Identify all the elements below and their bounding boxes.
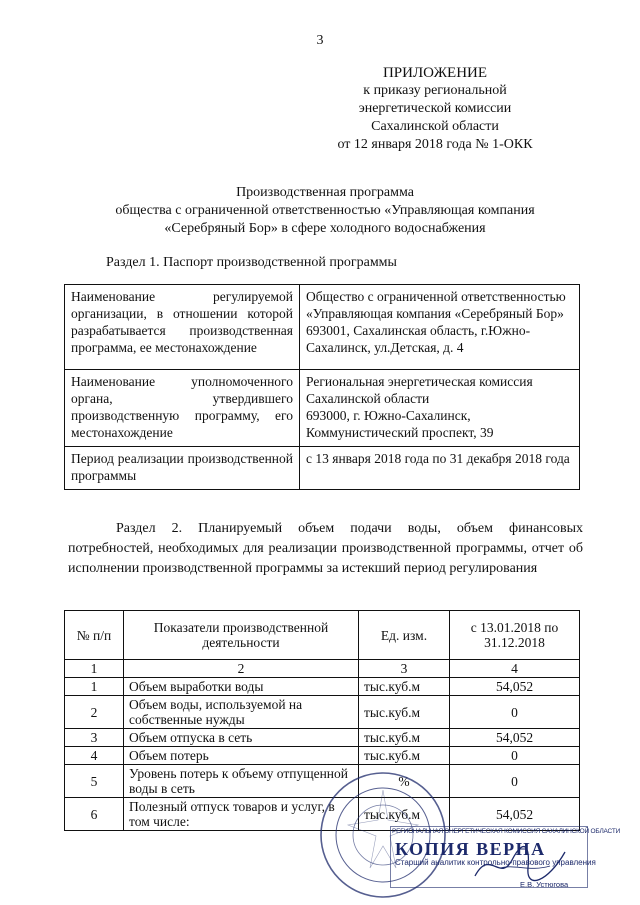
passport-label: Период реализации производственной программы [65, 447, 300, 490]
appendix-title: ПРИЛОЖЕНИЕ [382, 65, 488, 81]
section2-heading: Раздел 2. Планируемый объем подачи воды, объем финансовых потребностей, необходимых для реализации производственной программы, отчет об исполнении производственной программы за истекший период регулирования [68, 521, 583, 576]
row-num: 5 [65, 765, 124, 798]
column-numbers-row [65, 660, 580, 678]
section1-heading: Раздел 1. Паспорт производственной программы [106, 255, 397, 270]
header-period: с 13.01.2018 по 31.12.2018 [450, 611, 580, 660]
passport-value [300, 447, 580, 490]
column-number: 2 [124, 660, 359, 678]
stamp-organization: РЕГИОНАЛЬНАЯ ЭНЕРГЕТИЧЕСКАЯ КОМИССИЯ САХАЛИНСКОЙ ОБЛАСТИ [392, 828, 621, 835]
table-row [65, 285, 580, 370]
row-num: 6 [65, 798, 124, 831]
row-name: Объем выработки воды [124, 678, 359, 696]
header-name: Показатели производственной деятельности [124, 611, 359, 660]
table-row [65, 447, 580, 490]
passport-value-address: 693000, г. Южно-Сахалинск, Коммунистический проспект, 39 [306, 408, 494, 440]
passport-value [300, 370, 580, 447]
header-num: № п/п [65, 611, 124, 660]
passport-value-name: Региональная энергетическая комиссия Сахалинской области [306, 374, 533, 406]
row-value: 54,052 [450, 798, 580, 831]
row-num: 2 [65, 696, 124, 729]
column-number: 4 [450, 660, 580, 678]
row-name: Уровень потерь к объему отпущенной воды в сеть [124, 765, 359, 798]
row-unit: тыс.куб.м [359, 729, 450, 747]
appendix-line-3: Сахалинской области [371, 119, 499, 134]
passport-label: Наименование регулируемой организации, в отношении которой разрабатывается производственная программа, ее местонахождение [65, 285, 300, 370]
passport-table [64, 284, 580, 490]
row-value: 0 [450, 765, 580, 798]
row-unit: тыс.куб.м [359, 747, 450, 765]
header-unit: Ед. изм. [359, 611, 450, 660]
row-value: 0 [450, 747, 580, 765]
row-value: 54,052 [450, 729, 580, 747]
appendix-line-4: от 12 января 2018 года № 1-ОКК [337, 137, 533, 152]
column-number: 1 [65, 660, 124, 678]
table-row [65, 696, 580, 729]
row-num: 4 [65, 747, 124, 765]
passport-value-name: Общество с ограниченной ответственностью «Управляющая компания «Серебряный Бор» [306, 289, 566, 321]
stamp-name: Е.В. Устюгова [520, 880, 569, 889]
row-unit: тыс.куб.м [359, 696, 450, 729]
row-unit: % [359, 765, 450, 798]
row-name: Объем воды, используемой на собственные нужды [124, 696, 359, 729]
table-row [65, 370, 580, 447]
program-title-line-1: Производственная программа [236, 185, 414, 200]
appendix-line-2: энергетической комиссии [358, 101, 512, 116]
passport-label: Наименование уполномоченного органа, утвердившего производственную программу, его местонахождение [65, 370, 300, 447]
page-number: 3 [316, 33, 324, 48]
column-number: 3 [359, 660, 450, 678]
row-value: 54,052 [450, 678, 580, 696]
stamp-position: Старший аналитик контрольно-правового управления [395, 858, 596, 867]
passport-value-period: с 13 января 2018 года по 31 декабря 2018 года [306, 451, 570, 466]
row-value: 0 [450, 696, 580, 729]
stamp-copy-mark: КОПИЯ ВЕРНА [395, 839, 546, 859]
table-header-row [65, 611, 580, 660]
row-num: 1 [65, 678, 124, 696]
table-row [65, 747, 580, 765]
row-num: 3 [65, 729, 124, 747]
row-name: Объем потерь [124, 747, 359, 765]
passport-value [300, 285, 580, 370]
signature [470, 838, 570, 888]
row-name: Полезный отпуск товаров и услуг, в том числе: [124, 798, 359, 831]
row-unit: тыс.куб.м [359, 678, 450, 696]
table-row [65, 678, 580, 696]
passport-value-address: 693001, Сахалинская область, г.Южно-Сахалинск, ул.Детская, д. 4 [306, 323, 531, 355]
table-row [65, 729, 580, 747]
row-name: Объем отпуска в сеть [124, 729, 359, 747]
row-unit: тыс.куб.м [359, 798, 450, 831]
program-title-line-2: общества с ограниченной ответственностью «Управляющая компания [115, 203, 535, 218]
program-title-line-3: «Серебряный Бор» в сфере холодного водоснабжения [164, 221, 486, 236]
appendix-line-1: к приказу региональной [363, 83, 507, 98]
